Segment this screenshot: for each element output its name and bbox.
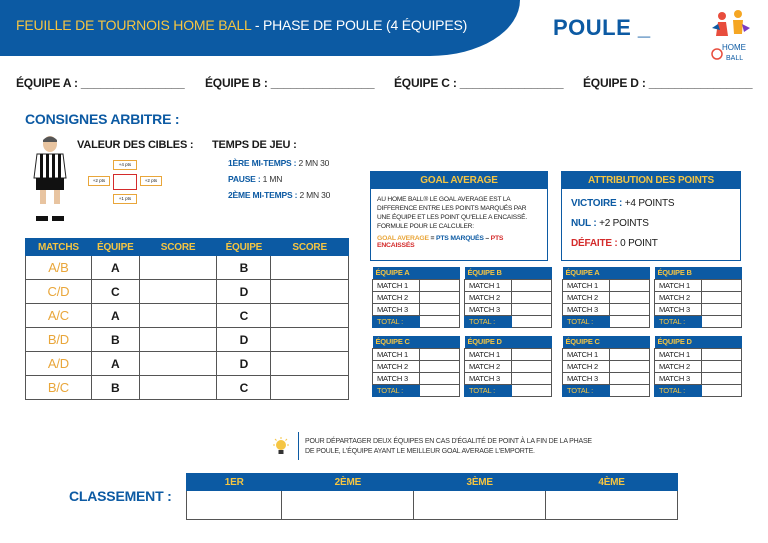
value-cell[interactable] xyxy=(420,303,460,315)
match-label: MATCH 2 xyxy=(465,360,512,372)
value-cell[interactable] xyxy=(420,291,460,303)
ga-table-d xyxy=(464,336,552,397)
team-d-field[interactable]: ÉQUIPE D : ________________ xyxy=(583,76,753,90)
team-b-field[interactable]: ÉQUIPE B : ________________ xyxy=(205,76,375,90)
classement-cell-3[interactable] xyxy=(414,491,546,520)
lightbulb-icon xyxy=(272,437,290,457)
value-cell[interactable] xyxy=(420,360,460,372)
pts-table-title: ÉQUIPE B xyxy=(655,267,742,279)
match-label: MATCH 1 xyxy=(655,348,702,360)
classement-header-4: 4ÈME xyxy=(546,474,678,491)
pts-table-title: ÉQUIPE A xyxy=(563,267,650,279)
match-label: MATCH 1 xyxy=(655,279,702,291)
match-cell: A/C xyxy=(26,304,92,328)
target-caption xyxy=(140,194,172,204)
target-bottom: +1 pts xyxy=(113,194,137,204)
value-cell[interactable] xyxy=(610,279,650,291)
classement-header-2: 2ÈME xyxy=(282,474,414,491)
match-label: MATCH 3 xyxy=(655,372,702,384)
match-label: MATCH 1 xyxy=(465,348,512,360)
classement-header-1: 1ER xyxy=(187,474,282,491)
logo-home-text: HOME xyxy=(722,43,746,52)
time-row-3: 2ÈME MI-TEMPS : 2 MN 30 xyxy=(228,190,331,200)
pts-table-b xyxy=(654,267,742,328)
match-label: MATCH 3 xyxy=(563,303,610,315)
score-cell[interactable] xyxy=(139,328,217,352)
team-c-field[interactable]: ÉQUIPE C : ________________ xyxy=(394,76,564,90)
total-label: TOTAL : xyxy=(563,315,610,327)
value-cell[interactable] xyxy=(512,303,552,315)
score-cell[interactable] xyxy=(271,376,349,400)
value-cell[interactable] xyxy=(610,348,650,360)
poule-label: POULE _ xyxy=(553,15,651,40)
match-label: MATCH 2 xyxy=(465,291,512,303)
total-label: TOTAL : xyxy=(465,384,512,396)
total-label: TOTAL : xyxy=(655,384,702,396)
match-label: MATCH 3 xyxy=(655,303,702,315)
match-cell: A/B xyxy=(26,256,92,280)
ga-table-title: ÉQUIPE A xyxy=(373,267,460,279)
score-cell[interactable] xyxy=(271,352,349,376)
value-cell[interactable] xyxy=(610,360,650,372)
total-label: TOTAL : xyxy=(373,384,420,396)
matchs-table xyxy=(25,238,349,400)
team-cell: B xyxy=(217,256,271,280)
team-a-field[interactable]: ÉQUIPE A : ________________ xyxy=(16,76,185,90)
team-cell: D xyxy=(217,352,271,376)
total-label: TOTAL : xyxy=(655,315,702,327)
ga-table-b xyxy=(464,267,552,328)
classement-header-3: 3ÈME xyxy=(414,474,546,491)
total-label: TOTAL : xyxy=(465,315,512,327)
sheet-title: FEUILLE DE TOURNOIS HOME BALL - PHASE DE POULE (4 ÉQUIPES) xyxy=(16,17,468,33)
pts-table-a xyxy=(562,267,650,328)
match-label: MATCH 1 xyxy=(563,279,610,291)
total-cell[interactable] xyxy=(702,384,742,396)
score-cell[interactable] xyxy=(139,352,217,376)
matchs-header-matchs: MATCHS xyxy=(26,239,92,256)
ga-table-title: ÉQUIPE B xyxy=(465,267,552,279)
time-title: TEMPS DE JEU : xyxy=(212,139,297,151)
matchs-header-row xyxy=(26,239,349,256)
target-left: +2 pts xyxy=(88,176,110,186)
consignes-title: CONSIGNES ARBITRE : xyxy=(25,111,180,127)
pts-table-c xyxy=(562,336,650,397)
score-cell[interactable] xyxy=(271,256,349,280)
goal-average-text: AU HOME BALL® LE GOAL AVERAGE EST LA DIFFERENCE ENTRE LES POINTS MARQUÉS PAR UNE ÉQUIPE ET LES POINT QU'ELLE A ENCAISSÉ. FORMULE POUR LE CALCULER: xyxy=(377,196,527,230)
referee-illustration xyxy=(30,134,70,226)
total-label: TOTAL : xyxy=(373,315,420,327)
value-cell[interactable] xyxy=(702,279,742,291)
value-cell[interactable] xyxy=(420,348,460,360)
target-diagram xyxy=(88,160,172,210)
classement-title: CLASSEMENT : xyxy=(69,488,172,504)
match-label: MATCH 3 xyxy=(465,372,512,384)
match-label: MATCH 1 xyxy=(465,279,512,291)
value-cell[interactable] xyxy=(702,303,742,315)
match-label: MATCH 2 xyxy=(655,360,702,372)
match-label: MATCH 1 xyxy=(373,348,420,360)
team-cell: C xyxy=(217,376,271,400)
goal-average-box xyxy=(370,171,548,261)
score-cell[interactable] xyxy=(271,328,349,352)
value-cell[interactable] xyxy=(702,372,742,384)
team-cell: A xyxy=(91,304,139,328)
tip-text: POUR DÉPARTAGER DEUX ÉQUIPES EN CAS D'ÉGALITÉ DE POINT À LA FIN DE LA PHASE DE POULE, L'ÉQUIPE AYANT LE MEILLEUR GOAL AVERAGE L'EMPORTE. xyxy=(305,438,592,455)
goal-average-formula: GOAL AVERAGE = PTS MARQUÉS – PTS ENCAISSÉS xyxy=(377,235,504,249)
match-cell: A/D xyxy=(26,352,92,376)
value-cell[interactable] xyxy=(610,303,650,315)
match-label: MATCH 1 xyxy=(373,279,420,291)
classement-entry-row xyxy=(187,491,678,520)
attribution-title: ATTRIBUTION DES POINTS xyxy=(562,172,740,189)
defaite-line: DÉFAITE : 0 POINT xyxy=(571,238,658,249)
logo-ball-text: BALL xyxy=(726,55,744,62)
value-cell[interactable] xyxy=(702,291,742,303)
match-label: MATCH 3 xyxy=(563,372,610,384)
victoire-line: VICTOIRE : +4 POINTS xyxy=(571,198,675,209)
total-cell[interactable] xyxy=(610,384,650,396)
classement-cell-2[interactable] xyxy=(282,491,414,520)
match-cell: C/D xyxy=(26,280,92,304)
score-cell[interactable] xyxy=(139,304,217,328)
tip-divider xyxy=(298,432,299,460)
table-row xyxy=(26,352,349,376)
nul-line: NUL : +2 POINTS xyxy=(571,218,649,229)
match-label: MATCH 1 xyxy=(563,348,610,360)
value-cell[interactable] xyxy=(702,348,742,360)
match-cell: B/C xyxy=(26,376,92,400)
value-cell[interactable] xyxy=(420,372,460,384)
value-cell[interactable] xyxy=(610,291,650,303)
classement-cell-1[interactable] xyxy=(187,491,282,520)
total-cell[interactable] xyxy=(512,384,552,396)
match-label: MATCH 2 xyxy=(655,291,702,303)
match-label: MATCH 2 xyxy=(373,291,420,303)
total-cell[interactable] xyxy=(702,315,742,327)
match-label: MATCH 3 xyxy=(465,303,512,315)
targets-title: VALEUR DES CIBLES : xyxy=(77,139,194,151)
classement-table xyxy=(186,473,678,520)
score-cell[interactable] xyxy=(271,304,349,328)
match-label: MATCH 3 xyxy=(373,303,420,315)
team-cell: D xyxy=(217,280,271,304)
target-top: +4 pts xyxy=(113,160,137,170)
matchs-header-equipe-2: ÉQUIPE xyxy=(217,239,271,256)
total-cell[interactable] xyxy=(512,315,552,327)
score-cell[interactable] xyxy=(139,376,217,400)
total-cell[interactable] xyxy=(610,315,650,327)
value-cell[interactable] xyxy=(610,372,650,384)
table-row xyxy=(26,304,349,328)
ga-table-title: ÉQUIPE C xyxy=(373,336,460,348)
value-cell[interactable] xyxy=(512,348,552,360)
target-center xyxy=(113,174,137,190)
match-label: MATCH 2 xyxy=(563,291,610,303)
score-cell[interactable] xyxy=(271,280,349,304)
value-cell[interactable] xyxy=(512,360,552,372)
table-row xyxy=(26,280,349,304)
team-cell: C xyxy=(91,280,139,304)
match-label: MATCH 2 xyxy=(373,360,420,372)
value-cell[interactable] xyxy=(512,291,552,303)
classement-header-row xyxy=(187,474,678,491)
target-right: +2 pts xyxy=(140,176,162,186)
value-cell[interactable] xyxy=(512,372,552,384)
total-cell[interactable] xyxy=(420,315,460,327)
pts-table-title: ÉQUIPE C xyxy=(563,336,650,348)
team-cell: C xyxy=(217,304,271,328)
table-row xyxy=(26,376,349,400)
team-cell: A xyxy=(91,256,139,280)
value-cell[interactable] xyxy=(702,360,742,372)
match-cell: B/D xyxy=(26,328,92,352)
time-row-1: 1ÈRE MI-TEMPS : 2 MN 30 xyxy=(228,158,330,168)
goal-average-title: GOAL AVERAGE xyxy=(371,172,547,189)
table-row xyxy=(26,328,349,352)
home-ball-logo xyxy=(708,8,752,66)
team-cell: B xyxy=(91,328,139,352)
matchs-header-score-2: SCORE xyxy=(271,239,349,256)
score-cell[interactable] xyxy=(139,256,217,280)
matchs-header-equipe-1: ÉQUIPE xyxy=(91,239,139,256)
total-label: TOTAL : xyxy=(563,384,610,396)
time-row-2: PAUSE : 1 MN xyxy=(228,174,283,184)
match-label: MATCH 2 xyxy=(563,360,610,372)
table-row xyxy=(26,256,349,280)
attribution-box xyxy=(561,171,741,261)
value-cell[interactable] xyxy=(420,279,460,291)
pts-table-d xyxy=(654,336,742,397)
team-cell: A xyxy=(91,352,139,376)
team-cell: B xyxy=(91,376,139,400)
ga-table-a xyxy=(372,267,460,328)
ga-table-c xyxy=(372,336,460,397)
pts-table-title: ÉQUIPE D xyxy=(655,336,742,348)
matchs-header-score-1: SCORE xyxy=(139,239,217,256)
total-cell[interactable] xyxy=(420,384,460,396)
score-cell[interactable] xyxy=(139,280,217,304)
match-label: MATCH 3 xyxy=(373,372,420,384)
value-cell[interactable] xyxy=(512,279,552,291)
team-cell: D xyxy=(217,328,271,352)
ga-table-title: ÉQUIPE D xyxy=(465,336,552,348)
classement-cell-4[interactable] xyxy=(546,491,678,520)
